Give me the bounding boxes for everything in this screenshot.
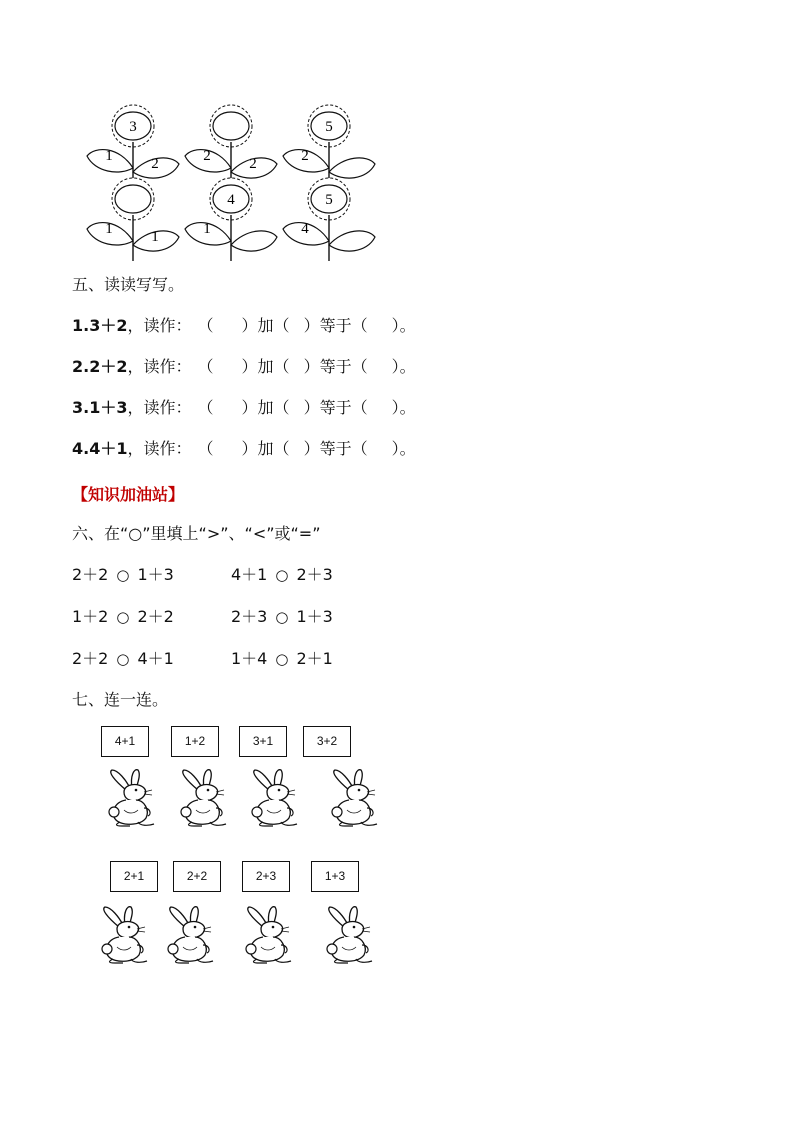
equals-label: ）等于（: [303, 316, 368, 335]
item-number: 3.: [72, 398, 90, 417]
rabbit-answer[interactable]: [168, 907, 213, 963]
flower-right-leaf-number: 2: [249, 156, 257, 172]
left-expression: 4＋1: [231, 565, 268, 584]
paren-open: （: [197, 316, 214, 335]
read-write-item: 2.2＋2，读作： （ ）加（ ）等于（ ）。: [72, 357, 416, 376]
expression-box[interactable]: 2+3: [242, 861, 290, 892]
left-expression: 2＋2: [72, 649, 109, 668]
expression-box[interactable]: 2+1: [110, 861, 158, 892]
add-label: ）加（: [241, 439, 290, 458]
read-as-label: 读作：: [143, 357, 192, 376]
flower-left-leaf-number: 2: [203, 148, 211, 164]
paren-open: （: [197, 398, 214, 417]
answer-circle[interactable]: ○: [116, 566, 130, 584]
expression-box[interactable]: 1+3: [311, 861, 359, 892]
answer-circle[interactable]: ○: [116, 608, 130, 626]
item-expression: 1＋3: [89, 398, 128, 417]
flower: [283, 178, 375, 261]
left-expression: 1＋4: [231, 649, 268, 668]
flower-right-leaf-number: 1: [151, 229, 159, 245]
paren-close: ）。: [391, 316, 416, 335]
add-label: ）加（: [241, 357, 290, 376]
item-expression: 2＋2: [89, 357, 128, 376]
paren-open: （: [197, 357, 214, 376]
flower: [87, 178, 179, 261]
section5-title: 五、读读写写。: [72, 275, 185, 294]
rabbit-answer[interactable]: [252, 770, 297, 826]
right-expression: 4＋1: [137, 649, 174, 668]
paren-close: ）。: [391, 398, 416, 417]
flower-left-leaf-number: 4: [301, 221, 309, 237]
rabbit-answer[interactable]: [181, 770, 226, 826]
flower-left-leaf-number: 2: [301, 148, 309, 164]
add-label: ）加（: [241, 316, 290, 335]
right-expression: 2＋3: [296, 565, 333, 584]
answer-circle[interactable]: ○: [275, 650, 289, 668]
flower-center-number: 5: [325, 119, 333, 135]
flower-center-number: 5: [325, 192, 333, 208]
flower-left-leaf-number: 1: [105, 221, 113, 237]
flower-left-leaf-number: 1: [203, 221, 211, 237]
left-expression: 1＋2: [72, 607, 109, 626]
rabbit-answer[interactable]: [109, 770, 154, 826]
equals-label: ）等于（: [303, 439, 368, 458]
flower: [185, 178, 277, 261]
read-write-item: 1.3＋2，读作： （ ）加（ ）等于（ ）。: [72, 316, 416, 335]
right-expression: 1＋3: [137, 565, 174, 584]
read-write-item: 4.4＋1，读作： （ ）加（ ）等于（ ）。: [72, 439, 416, 458]
answer-circle[interactable]: ○: [275, 566, 289, 584]
item-number: 2.: [72, 357, 90, 376]
equals-label: ）等于（: [303, 398, 368, 417]
item-number: 1.: [72, 316, 90, 335]
left-expression: 2＋3: [231, 607, 268, 626]
right-expression: 1＋3: [296, 607, 333, 626]
read-as-label: 读作：: [143, 398, 192, 417]
compare-item: [231, 607, 333, 627]
rabbit-answer[interactable]: [102, 907, 147, 963]
compare-item: [72, 649, 174, 669]
flower: [283, 105, 375, 188]
left-expression: 2＋2: [72, 565, 109, 584]
read-write-item: 3.1＋3，读作： （ ）加（ ）等于（ ）。: [72, 398, 416, 417]
right-expression: 2＋1: [296, 649, 333, 668]
knowledge-station-title: 【知识加油站】: [72, 485, 185, 504]
rabbit-answer[interactable]: [246, 907, 291, 963]
equals-label: ）等于（: [303, 357, 368, 376]
compare-item: [231, 649, 333, 669]
expression-box[interactable]: 3+1: [239, 726, 287, 757]
flower: [185, 105, 277, 188]
flower-center-number: 4: [227, 192, 235, 208]
compare-item: [72, 565, 174, 585]
expression-box[interactable]: 3+2: [303, 726, 351, 757]
flower-right-leaf-number: 2: [151, 156, 159, 172]
expression-box[interactable]: 1+2: [171, 726, 219, 757]
rabbit-answer[interactable]: [332, 770, 377, 826]
item-number: 4.: [72, 439, 90, 458]
flower: [87, 105, 179, 188]
paren-close: ）。: [391, 439, 416, 458]
flower-left-leaf-number: 1: [105, 148, 113, 164]
section6-title: 六、在“○”里填上“>”、“<”或“=”: [72, 524, 321, 543]
read-as-label: 读作：: [143, 316, 192, 335]
add-label: ）加（: [241, 398, 290, 417]
item-expression: 3＋2: [89, 316, 128, 335]
section7-title: 七、连一连。: [72, 690, 169, 709]
answer-circle[interactable]: ○: [116, 650, 130, 668]
paren-open: （: [197, 439, 214, 458]
compare-item: [231, 565, 333, 585]
expression-box[interactable]: 2+2: [173, 861, 221, 892]
flower-center-number: 3: [129, 119, 137, 135]
item-expression: 4＋1: [89, 439, 128, 458]
answer-circle[interactable]: ○: [275, 608, 289, 626]
compare-item: [72, 607, 174, 627]
rabbit-answer[interactable]: [327, 907, 372, 963]
expression-box[interactable]: 4+1: [101, 726, 149, 757]
paren-close: ）。: [391, 357, 416, 376]
flower-diagram: [0, 0, 794, 260]
read-as-label: 读作：: [143, 439, 192, 458]
right-expression: 2＋2: [137, 607, 174, 626]
